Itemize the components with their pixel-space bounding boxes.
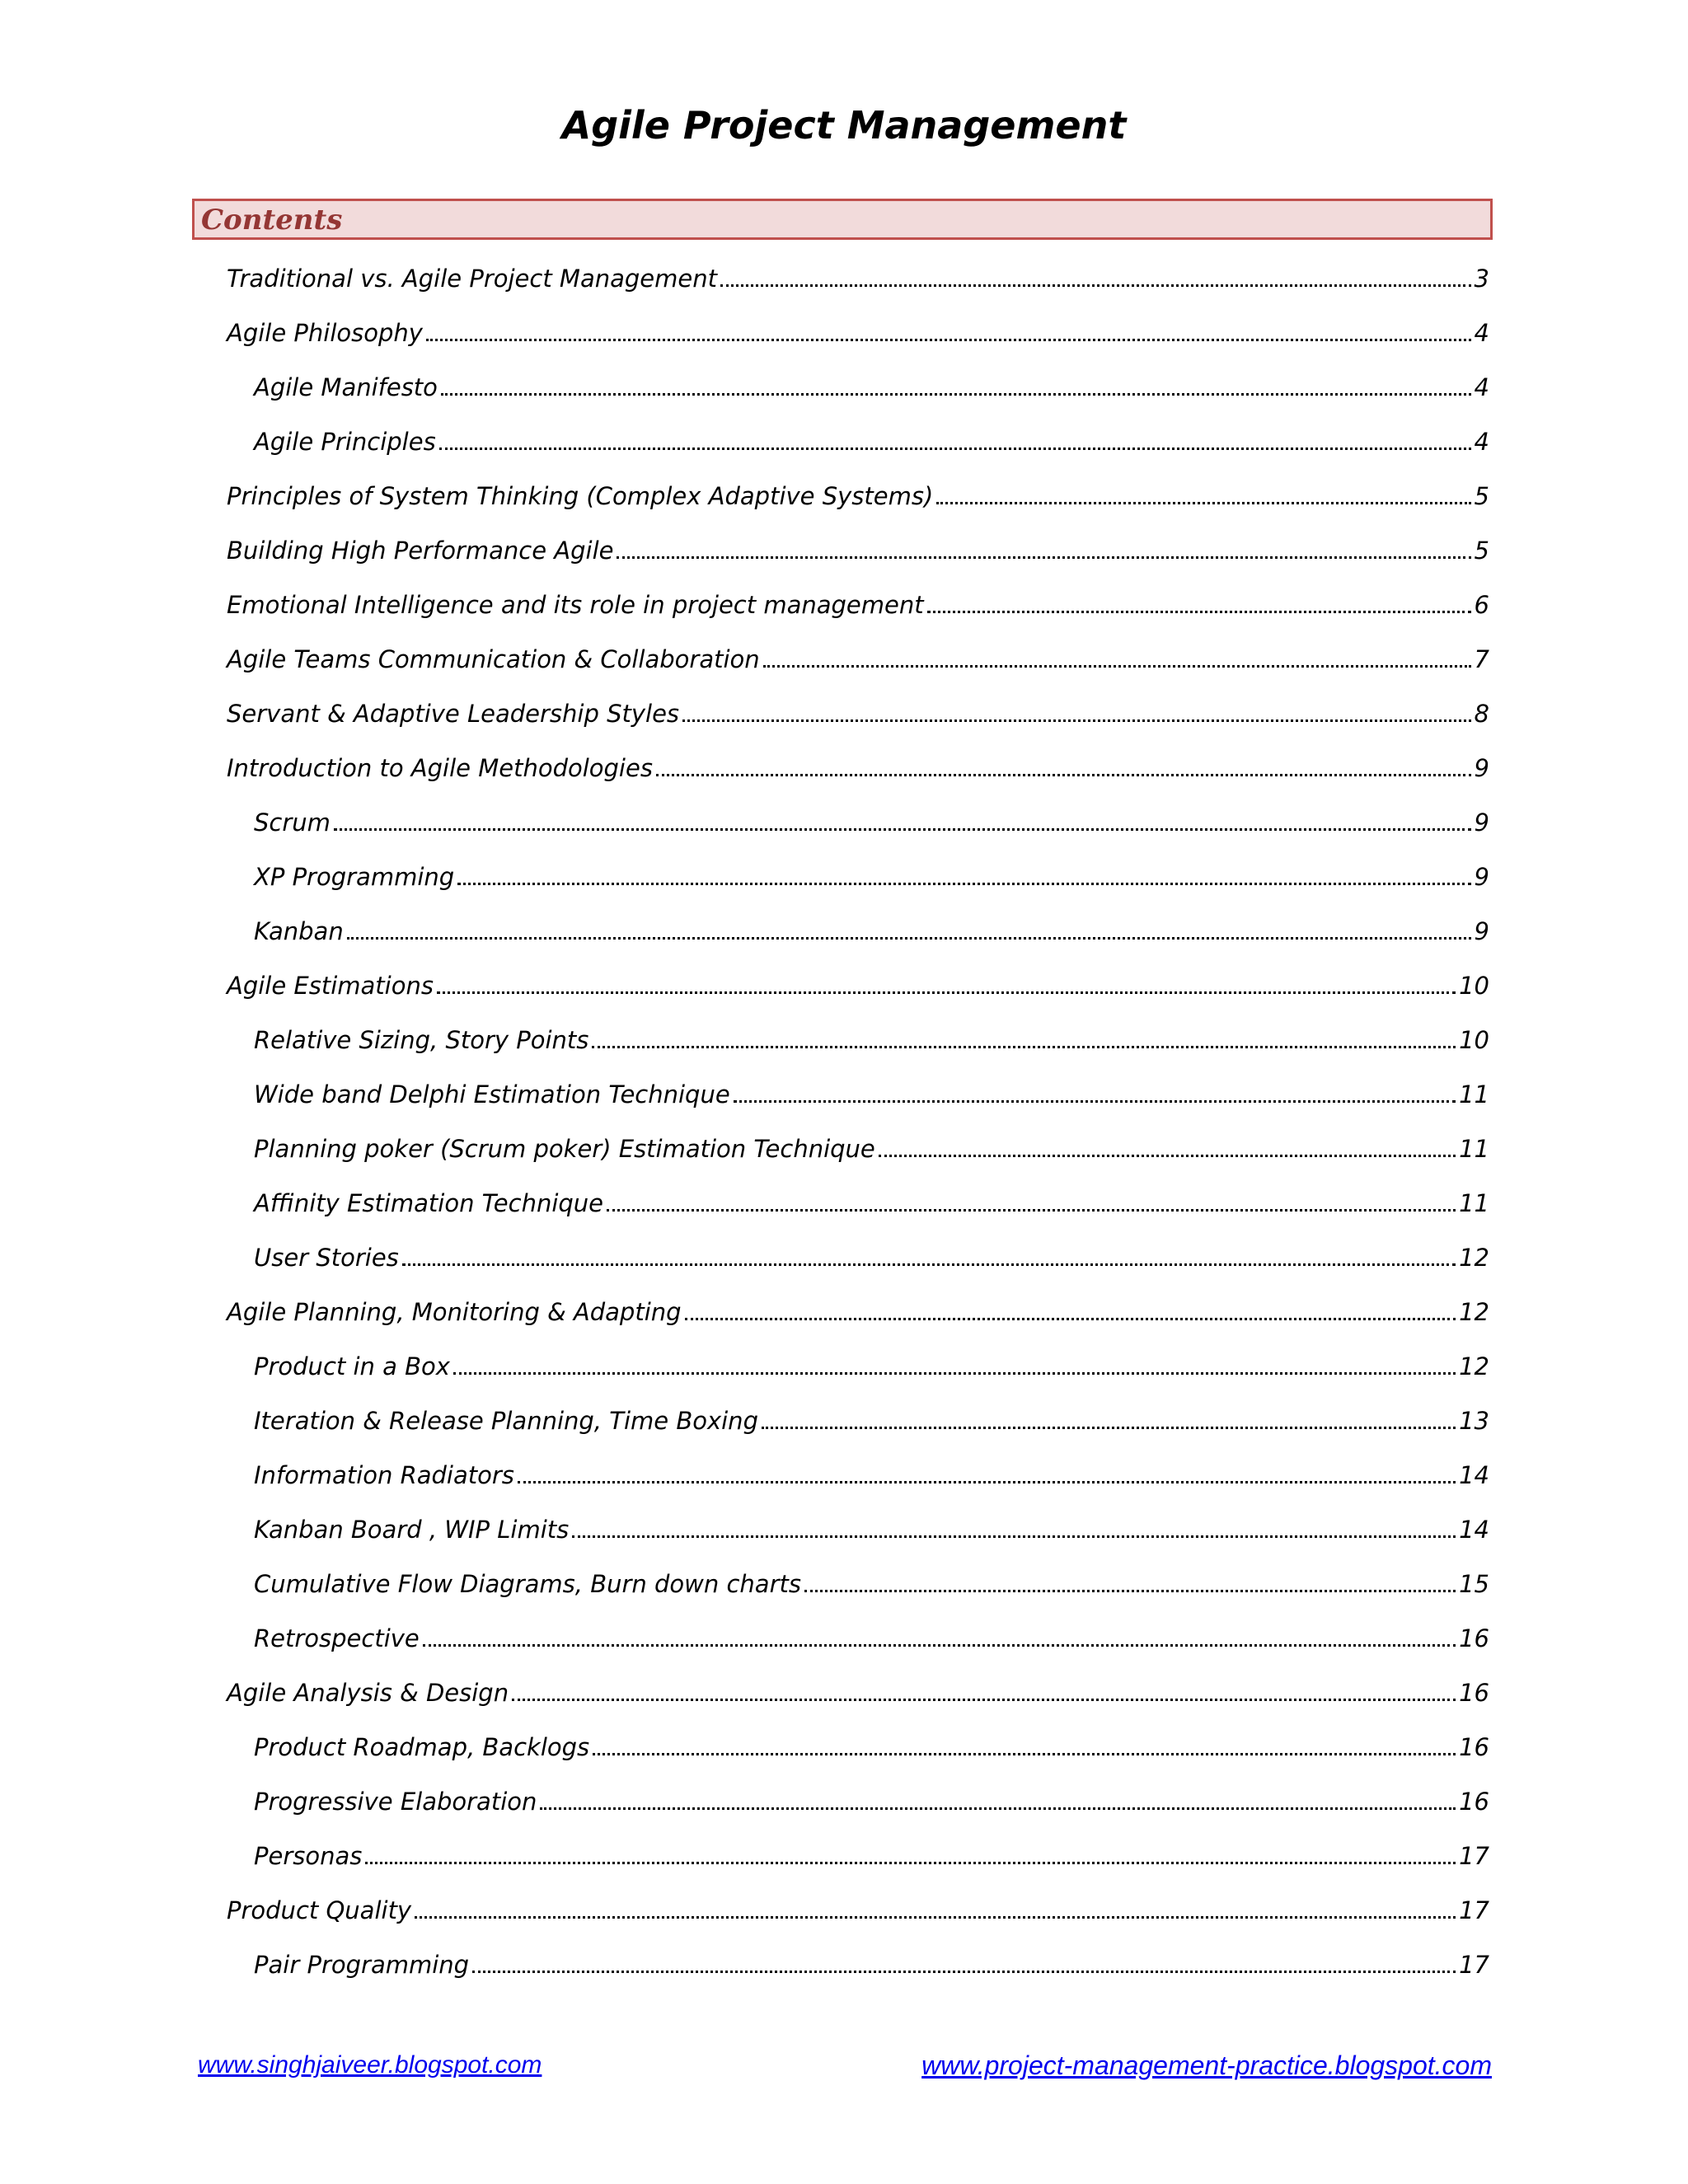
toc-entry-title: Relative Sizing, Story Points [254, 1026, 589, 1054]
toc-entry-page: 13 [1459, 1407, 1489, 1435]
toc-entry-title: Affinity Estimation Technique [254, 1189, 604, 1217]
toc-entry-title: Agile Analysis & Design [227, 1679, 509, 1707]
toc-entry-title: Personas [254, 1842, 363, 1870]
toc-entry-title: Progressive Elaboration [254, 1788, 537, 1816]
toc-entry[interactable] [254, 795, 1489, 850]
toc-dot-leader [936, 502, 1470, 504]
toc-entry-page: 14 [1459, 1461, 1489, 1489]
toc-entry-title: Iteration & Release Planning, Time Boxing [254, 1407, 758, 1435]
toc-entry-page: 17 [1459, 1842, 1489, 1870]
toc-dot-leader [439, 448, 1471, 450]
toc-entry-page: 4 [1474, 428, 1489, 456]
toc-entry-page: 15 [1459, 1570, 1489, 1598]
toc-entry-page: 7 [1474, 645, 1489, 673]
toc-dot-leader [656, 774, 1471, 776]
toc-entry[interactable] [227, 469, 1489, 523]
toc-entry-title: Agile Estimations [227, 972, 434, 1000]
toc-entry-title: User Stories [254, 1244, 399, 1272]
toc-dot-leader [472, 1971, 1456, 1973]
toc-entry[interactable] [227, 1666, 1489, 1720]
toc-dot-leader [518, 1481, 1456, 1483]
toc-dot-leader [763, 665, 1471, 668]
toc-dot-leader [437, 991, 1456, 994]
toc-entry-title: Servant & Adaptive Leadership Styles [227, 700, 680, 728]
toc-dot-leader [592, 1046, 1456, 1048]
toc-entry-title: Principles of System Thinking (Complex Adaptive Systems) [227, 482, 934, 510]
toc-entry[interactable] [254, 1829, 1489, 1883]
toc-entry[interactable] [227, 523, 1489, 578]
toc-entry-title: Retrospective [254, 1624, 420, 1652]
toc-dot-leader [762, 1427, 1456, 1429]
toc-entry-page: 16 [1459, 1624, 1489, 1652]
toc-dot-leader [402, 1263, 1456, 1266]
toc-entry-page: 9 [1474, 863, 1489, 891]
footer-blog-link[interactable]: www.singhjaiveer.blogspot.com [198, 2051, 542, 2079]
toc-entry-page: 9 [1474, 808, 1489, 837]
toc-dot-leader [365, 1862, 1456, 1864]
toc-dot-leader [426, 339, 1471, 341]
toc-entry-page: 16 [1459, 1679, 1489, 1707]
toc-entry[interactable] [254, 1013, 1489, 1067]
toc-entry-page: 11 [1459, 1135, 1489, 1163]
toc-entry-title: Agile Planning, Monitoring & Adapting [227, 1298, 682, 1326]
toc-entry-page: 17 [1459, 1951, 1489, 1979]
contents-header [192, 199, 1493, 240]
toc-entry-title: Product in a Box [254, 1352, 450, 1380]
toc-entry-title: Agile Manifesto [254, 373, 438, 401]
table-of-contents [0, 251, 1688, 1992]
toc-entry-page: 16 [1459, 1788, 1489, 1816]
toc-entry[interactable] [227, 958, 1489, 1013]
toc-entry-page: 4 [1474, 319, 1489, 347]
toc-entry[interactable] [254, 1938, 1489, 1992]
toc-entry-title: Scrum [254, 808, 331, 837]
toc-entry-page: 3 [1474, 265, 1489, 293]
toc-entry-title: Information Radiators [254, 1461, 514, 1489]
toc-entry-page: 10 [1459, 1026, 1489, 1054]
toc-entry-title: Introduction to Agile Methodologies [227, 754, 653, 782]
toc-dot-leader [347, 937, 1471, 940]
toc-entry-title: Agile Teams Communication & Collaboration [227, 645, 760, 673]
toc-entry[interactable] [254, 1720, 1489, 1774]
toc-dot-leader [804, 1590, 1456, 1592]
toc-dot-leader [879, 1155, 1456, 1157]
toc-entry-page: 16 [1459, 1733, 1489, 1761]
toc-entry-page: 11 [1459, 1080, 1489, 1108]
toc-entry[interactable] [254, 1176, 1489, 1230]
footer-practice-link[interactable]: www.project-management-practice.blogspot.com [921, 2050, 1492, 2080]
toc-entry-page: 11 [1459, 1189, 1489, 1217]
toc-entry[interactable] [227, 251, 1489, 306]
toc-entry-page: 12 [1459, 1298, 1489, 1326]
toc-entry-title: Kanban [254, 917, 344, 945]
toc-entry[interactable] [227, 306, 1489, 360]
toc-dot-leader [720, 284, 1471, 287]
toc-dot-leader [423, 1644, 1456, 1647]
toc-entry[interactable] [254, 1774, 1489, 1829]
toc-entry-title: Product Roadmap, Backlogs [254, 1733, 590, 1761]
toc-entry-page: 12 [1459, 1244, 1489, 1272]
toc-entry-page: 12 [1459, 1352, 1489, 1380]
toc-entry-title: Pair Programming [254, 1951, 470, 1979]
toc-entry-page: 5 [1474, 537, 1489, 565]
toc-dot-leader [441, 393, 1471, 396]
toc-entry-title: Cumulative Flow Diagrams, Burn down charts [254, 1570, 801, 1598]
toc-entry-page: 4 [1474, 373, 1489, 401]
toc-dot-leader [607, 1209, 1456, 1212]
toc-entry-title: Kanban Board , WIP Limits [254, 1516, 570, 1544]
toc-entry-page: 14 [1459, 1516, 1489, 1544]
toc-entry-page: 9 [1474, 917, 1489, 945]
toc-entry[interactable] [254, 415, 1489, 469]
toc-entry-title: XP Programming [254, 863, 455, 891]
toc-dot-leader [927, 611, 1471, 613]
toc-dot-leader [334, 828, 1471, 831]
toc-entry-title: Agile Principles [254, 428, 436, 456]
toc-entry[interactable] [227, 1883, 1489, 1938]
toc-entry[interactable] [254, 1448, 1489, 1502]
toc-entry[interactable] [254, 1067, 1489, 1122]
toc-entry-title: Product Quality [227, 1896, 412, 1924]
toc-entry[interactable] [227, 578, 1489, 632]
toc-entry-page: 5 [1474, 482, 1489, 510]
toc-entry-page: 9 [1474, 754, 1489, 782]
toc-dot-leader [593, 1753, 1456, 1755]
toc-entry-page: 6 [1474, 591, 1489, 619]
toc-dot-leader [540, 1807, 1456, 1810]
toc-entry[interactable] [254, 1122, 1489, 1176]
toc-entry-title: Traditional vs. Agile Project Management [227, 265, 717, 293]
toc-dot-leader [457, 883, 1470, 885]
toc-entry[interactable] [227, 632, 1489, 687]
toc-entry[interactable] [254, 360, 1489, 415]
toc-entry[interactable] [254, 1230, 1489, 1285]
contents-label: Contents [201, 204, 343, 237]
toc-entry[interactable] [227, 741, 1489, 795]
toc-entry[interactable] [254, 1394, 1489, 1448]
toc-entry[interactable] [254, 850, 1489, 904]
toc-dot-leader [512, 1699, 1456, 1701]
toc-entry-title: Emotional Intelligence and its role in project management [227, 591, 924, 619]
page-title: Agile Project Management [561, 103, 1127, 148]
toc-entry-title: Agile Philosophy [227, 319, 423, 347]
toc-entry[interactable] [254, 1502, 1489, 1557]
toc-dot-leader [617, 556, 1470, 559]
toc-entry-page: 10 [1459, 972, 1489, 1000]
toc-entry[interactable] [227, 687, 1489, 741]
toc-dot-leader [415, 1916, 1456, 1919]
toc-dot-leader [734, 1100, 1456, 1103]
toc-entry-title: Planning poker (Scrum poker) Estimation Technique [254, 1135, 875, 1163]
toc-dot-leader [682, 719, 1471, 722]
toc-entry-title: Wide band Delphi Estimation Technique [254, 1080, 730, 1108]
toc-dot-leader [685, 1318, 1456, 1320]
toc-entry[interactable] [254, 1557, 1489, 1611]
toc-entry-page: 17 [1459, 1896, 1489, 1924]
toc-entry-title: Building High Performance Agile [227, 537, 614, 565]
toc-entry[interactable] [254, 1611, 1489, 1666]
toc-entry[interactable] [227, 1285, 1489, 1339]
toc-dot-leader [572, 1535, 1456, 1538]
toc-entry-page: 8 [1474, 700, 1489, 728]
toc-dot-leader [453, 1372, 1456, 1375]
toc-entry[interactable] [254, 904, 1489, 958]
toc-entry[interactable] [254, 1339, 1489, 1394]
